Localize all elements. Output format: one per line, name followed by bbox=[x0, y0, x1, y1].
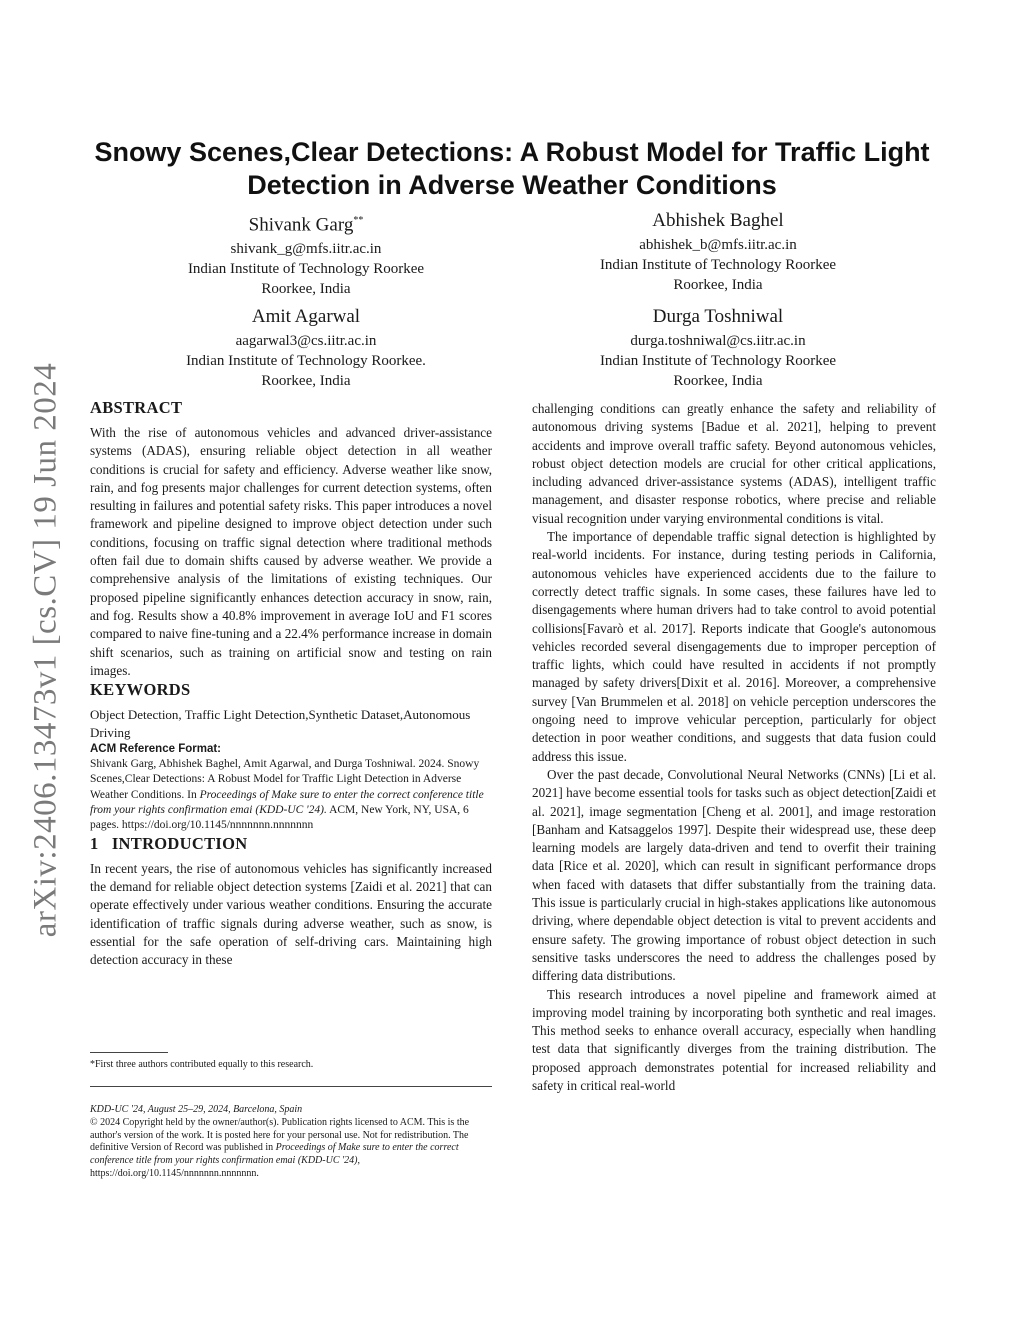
acm-reference-heading: ACM Reference Format: bbox=[90, 743, 221, 756]
body-paragraph: This research introduces a novel pipeline and framework aimed at improving model training by incorporating both synthetic and real images. This method seeks to enhance overall accuracy, especially when handling test data that significantly diverges from the training distribution. The proposed approach demonstrates potential for increased reliability and safety in critical real-world bbox=[532, 986, 936, 1093]
footnote-divider bbox=[90, 1052, 168, 1053]
author-email: shivank_g@mfs.iitr.ac.in bbox=[230, 241, 382, 258]
right-column bbox=[532, 400, 936, 1095]
author-name: Durga Toshniwal bbox=[652, 306, 784, 327]
author-email: aagarwal3@cs.iitr.ac.in bbox=[235, 333, 377, 349]
acm-reference-venue: Proceedings of Make sure to enter the correct conference title from your rights confirmation emai (KDD-UC '24). bbox=[90, 788, 484, 817]
copyright-block bbox=[90, 1104, 492, 1181]
venue-line bbox=[90, 1104, 492, 1117]
acm-reference-part: Shivank Garg, Abhishek Baghel, Amit Agarwal, and Durga Toshniwal. 2024. Snowy Scenes,Clear Detections: A Robust Model for Traffic Light Detection in Adverse Weather Conditions. In bbox=[90, 758, 480, 801]
author-email: abhishek_b@mfs.iitr.ac.in bbox=[639, 237, 797, 253]
author-block-2 bbox=[508, 209, 928, 295]
author-name: Shivank Garg bbox=[248, 214, 354, 236]
left-column bbox=[90, 398, 492, 969]
author-mark: ** bbox=[353, 215, 364, 226]
copyright-part: , https://doi.org/10.1145/nnnnnnn.nnnnnnn. bbox=[90, 1155, 360, 1179]
acm-reference-text bbox=[90, 757, 492, 833]
copyright-part: © 2024 Copyright held by the owner/author(s). Publication rights licensed to ACM. This is the author's version of the work. It is posted here for your personal use. Not for redistribution. The definitive Version of Record was published in bbox=[90, 1116, 470, 1154]
copyright-divider bbox=[90, 1086, 492, 1087]
author-affiliation: Indian Institute of Technology Roorkee bbox=[599, 353, 837, 369]
author-affiliation: Indian Institute of Technology Roorkee. bbox=[186, 353, 426, 369]
arxiv-sidebar-stamp bbox=[18, 350, 74, 950]
author-name: Abhishek Baghel bbox=[652, 210, 784, 231]
copyright-venue: Proceedings of Make sure to enter the correct conference title from your rights confirmation emai (KDD-UC '24) bbox=[90, 1142, 459, 1167]
author-block-3 bbox=[96, 305, 516, 391]
paper-title: Snowy Scenes,Clear Detections: A Robust Model for Traffic Light Detection in Adverse Weather Conditions bbox=[94, 137, 930, 200]
keywords-text: Object Detection, Traffic Light Detection,Synthetic Dataset,Autonomous Driving bbox=[90, 707, 471, 741]
author-location: Roorkee, India bbox=[673, 373, 763, 389]
footnote: *First three authors contributed equally to this research. bbox=[90, 1059, 314, 1070]
author-block-4 bbox=[508, 305, 928, 391]
body-paragraph: challenging conditions can greatly enhance the safety and reliability of autonomous driving systems [Badue et al. 2021], helping to prevent accidents and improve overall traffic safety. Beyond autonomous vehicles, robust object detection models are crucial for other critical applications, including advanced driver-assistance systems (ADAS), intelligent traffic management, and disaster response robotics, where precise and reliable visual recognition under varying environmental conditions is vital. bbox=[532, 401, 936, 526]
arxiv-identifier: arXiv:2406.13473v1 [cs.CV] 19 Jun 2024 bbox=[27, 362, 64, 938]
acm-reference-part: ACM, New York, NY, USA, 6 pages. https://doi.org/10.1145/nnnnnnn.nnnnnnn bbox=[90, 804, 469, 832]
body-paragraph: The importance of dependable traffic signal detection is highlighted by real-world incidents. For instance, during testing periods in California, autonomous vehicles have experienced accidents due to the failure to correctly detect traffic signals. In some cases, these failures have led to disengagements where human drivers had to take control to avoid potential collisions[Favarò et al. 2017]. Reports indicate that Google's autonomous vehicles recorded several disengagements due to improper perception of traffic lights, which could have resulted in accidents if not promptly managed by safety drivers[Dixit et al. 2016]. Moreover, a comprehensive survey [Van Brummelen et al. 2018] on vehicle perception underscores the ongoing need to improve vehicular perception, particularly for object detection in poor weather conditions, and suggests that data fusion could address this issue. bbox=[532, 529, 936, 764]
author-location: Roorkee, India bbox=[673, 277, 763, 293]
introduction-heading: 1 INTRODUCTION bbox=[90, 833, 248, 853]
copyright-text bbox=[90, 1117, 492, 1181]
author-location: Roorkee, India bbox=[261, 281, 351, 298]
body-paragraph: Over the past decade, Convolutional Neural Networks (CNNs) [Li et al. 2021] have become essential tools for tasks such as object detection[Zaidi et al. 2021], image segmentation [Cheng et al. 2001], and image restoration [Banham and Katsaggelos 1997]. Despite their widespread use, these deep learning models are largely data-driven and tend to overfit their training data [Rice et al. 2020], which can result in significant performance drops when faced with datasets that differ substantially from the training data. This issue is particularly crucial in high-stakes applications like autonomous driving, where dependable object detection is vital to prevent accidents and ensure safety. The growing importance of robust object detection in such sensitive tasks underscores the need to address the challenges posed by differing data distributions. bbox=[532, 766, 936, 984]
author-name: Amit Agarwal bbox=[251, 306, 361, 327]
venue-text: KDD-UC '24, August 25–29, 2024, Barcelona, Spain bbox=[90, 1104, 303, 1115]
abstract-text: With the rise of autonomous vehicles and advanced driver-assistance systems (ADAS), ensuring reliable object detection in all weather conditions is crucial for safety and efficiency. Adverse weather like snow, rain, and fog presents major challenges for current detection systems, often resulting in failures and potential safety risks. This paper introduces a novel framework and pipeline designed to improve object detection under such conditions, focusing on traffic signal detection where traditional methods often fail due to domain shifts caused by adverse weather. We provide a comprehensive analysis of the limitations of existing techniques. Our proposed pipeline significantly enhances detection accuracy in snow, rain, and fog. Results show a 40.8% improvement in average IoU and F1 scores compared to naive fine-tuning and a 22.4% performance increase in domain shift scenarios, such as training on artificial snow and testing on rain images. bbox=[90, 425, 492, 678]
author-affiliation: Indian Institute of Technology Roorkee bbox=[599, 257, 837, 273]
author-block-1 bbox=[96, 209, 516, 299]
abstract-heading: ABSTRACT bbox=[90, 398, 183, 417]
author-affiliation: Indian Institute of Technology Roorkee bbox=[187, 261, 425, 278]
author-location: Roorkee, India bbox=[261, 373, 351, 389]
author-email: durga.toshniwal@cs.iitr.ac.in bbox=[630, 333, 806, 349]
keywords-heading: KEYWORDS bbox=[90, 680, 191, 700]
introduction-text: In recent years, the rise of autonomous vehicles has significantly increased the demand for reliable object detection systems [Zaidi et al. 2021] that can operate effectively under various weather conditions. Ensuring the accurate identification of traffic signals during adverse weather, such as snow, is essential for the safe operation of self-driving cars. Maintaining high detection accuracy in these bbox=[90, 860, 492, 968]
